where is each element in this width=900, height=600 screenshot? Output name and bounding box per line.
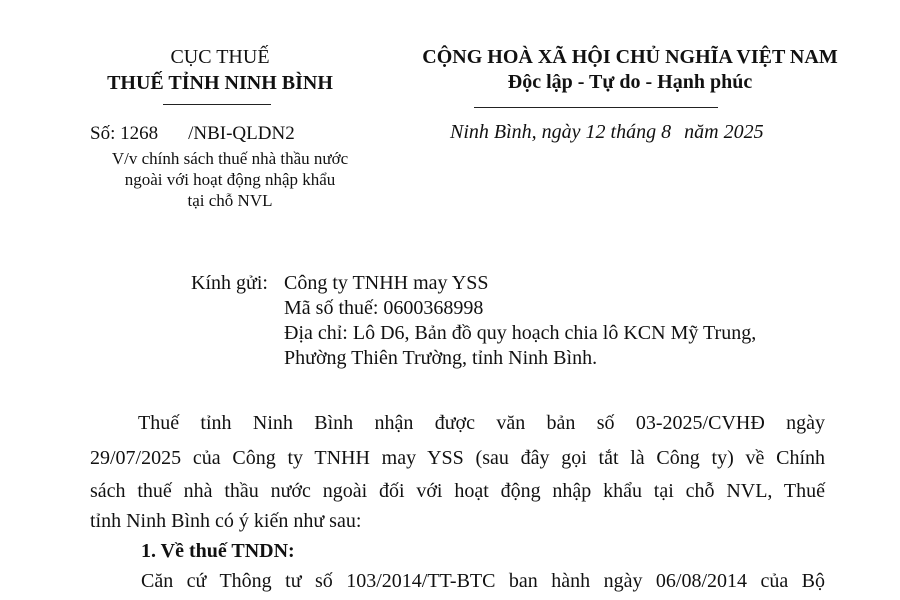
- subject-line: ngoài với hoạt động nhập khẩu: [124, 170, 336, 189]
- recipient-address-line: Phường Thiên Trường, tỉnh Ninh Bình.: [284, 347, 598, 369]
- header-divider-right: [474, 107, 718, 108]
- body-paragraph-line: Căn cứ Thông tư số 103/2014/TT-BTC ban hành ngày 06/08/2014 của Bộ: [141, 570, 825, 592]
- date-day: 12: [585, 121, 606, 143]
- document-number: [90, 123, 295, 145]
- date-month: 8: [661, 121, 672, 143]
- issuing-office: THUẾ TỈNH NINH BÌNH: [107, 72, 333, 94]
- document-subject: [60, 148, 400, 211]
- recipient-address-line: Địa chỉ: Lô D6, Bản đồ quy hoạch chia lô KCN Mỹ Trung,: [284, 322, 757, 344]
- header-divider-left: [163, 104, 271, 105]
- date-place: Ninh Bình, ngày: [450, 121, 581, 143]
- date-year: 2025: [723, 121, 764, 143]
- document-number-code: /NBI-QLDN2: [188, 123, 295, 144]
- body-paragraph-line: sách thuế nhà thầu nước ngoài đối với hoạt động nhập khẩu tại chỗ NVL, Thuế: [90, 480, 825, 502]
- subject-line: V/v chính sách thuế nhà thầu nước: [111, 149, 349, 168]
- date-line: [450, 121, 764, 144]
- document-number-prefix: Số:: [90, 123, 116, 144]
- section-heading: 1. Về thuế TNDN:: [141, 540, 295, 562]
- subject-line: tại chỗ NVL: [187, 191, 273, 210]
- issuing-agency: CỤC THUẾ: [170, 46, 270, 68]
- national-title: CỘNG HOÀ XÃ HỘI CHỦ NGHĨA VIỆT NAM: [422, 46, 838, 68]
- date-month-word: tháng: [610, 121, 657, 143]
- national-motto: Độc lập - Tự do - Hạnh phúc: [507, 71, 753, 93]
- recipient-label: Kính gửi:: [191, 272, 268, 294]
- body-paragraph-line: 29/07/2025 của Công ty TNHH may YSS (sau đây gọi tắt là Công ty) về Chính: [90, 447, 825, 469]
- document-number-value: 1268: [120, 123, 159, 144]
- body-paragraph-line: tỉnh Ninh Bình có ý kiến như sau:: [90, 510, 362, 532]
- recipient-company: Công ty TNHH may YSS: [284, 272, 489, 294]
- recipient-tax-code: Mã số thuế: 0600368998: [284, 297, 484, 319]
- date-year-word: năm: [684, 121, 719, 143]
- body-paragraph-line: Thuế tỉnh Ninh Bình nhận được văn bản số 03-2025/CVHĐ ngày: [138, 412, 825, 434]
